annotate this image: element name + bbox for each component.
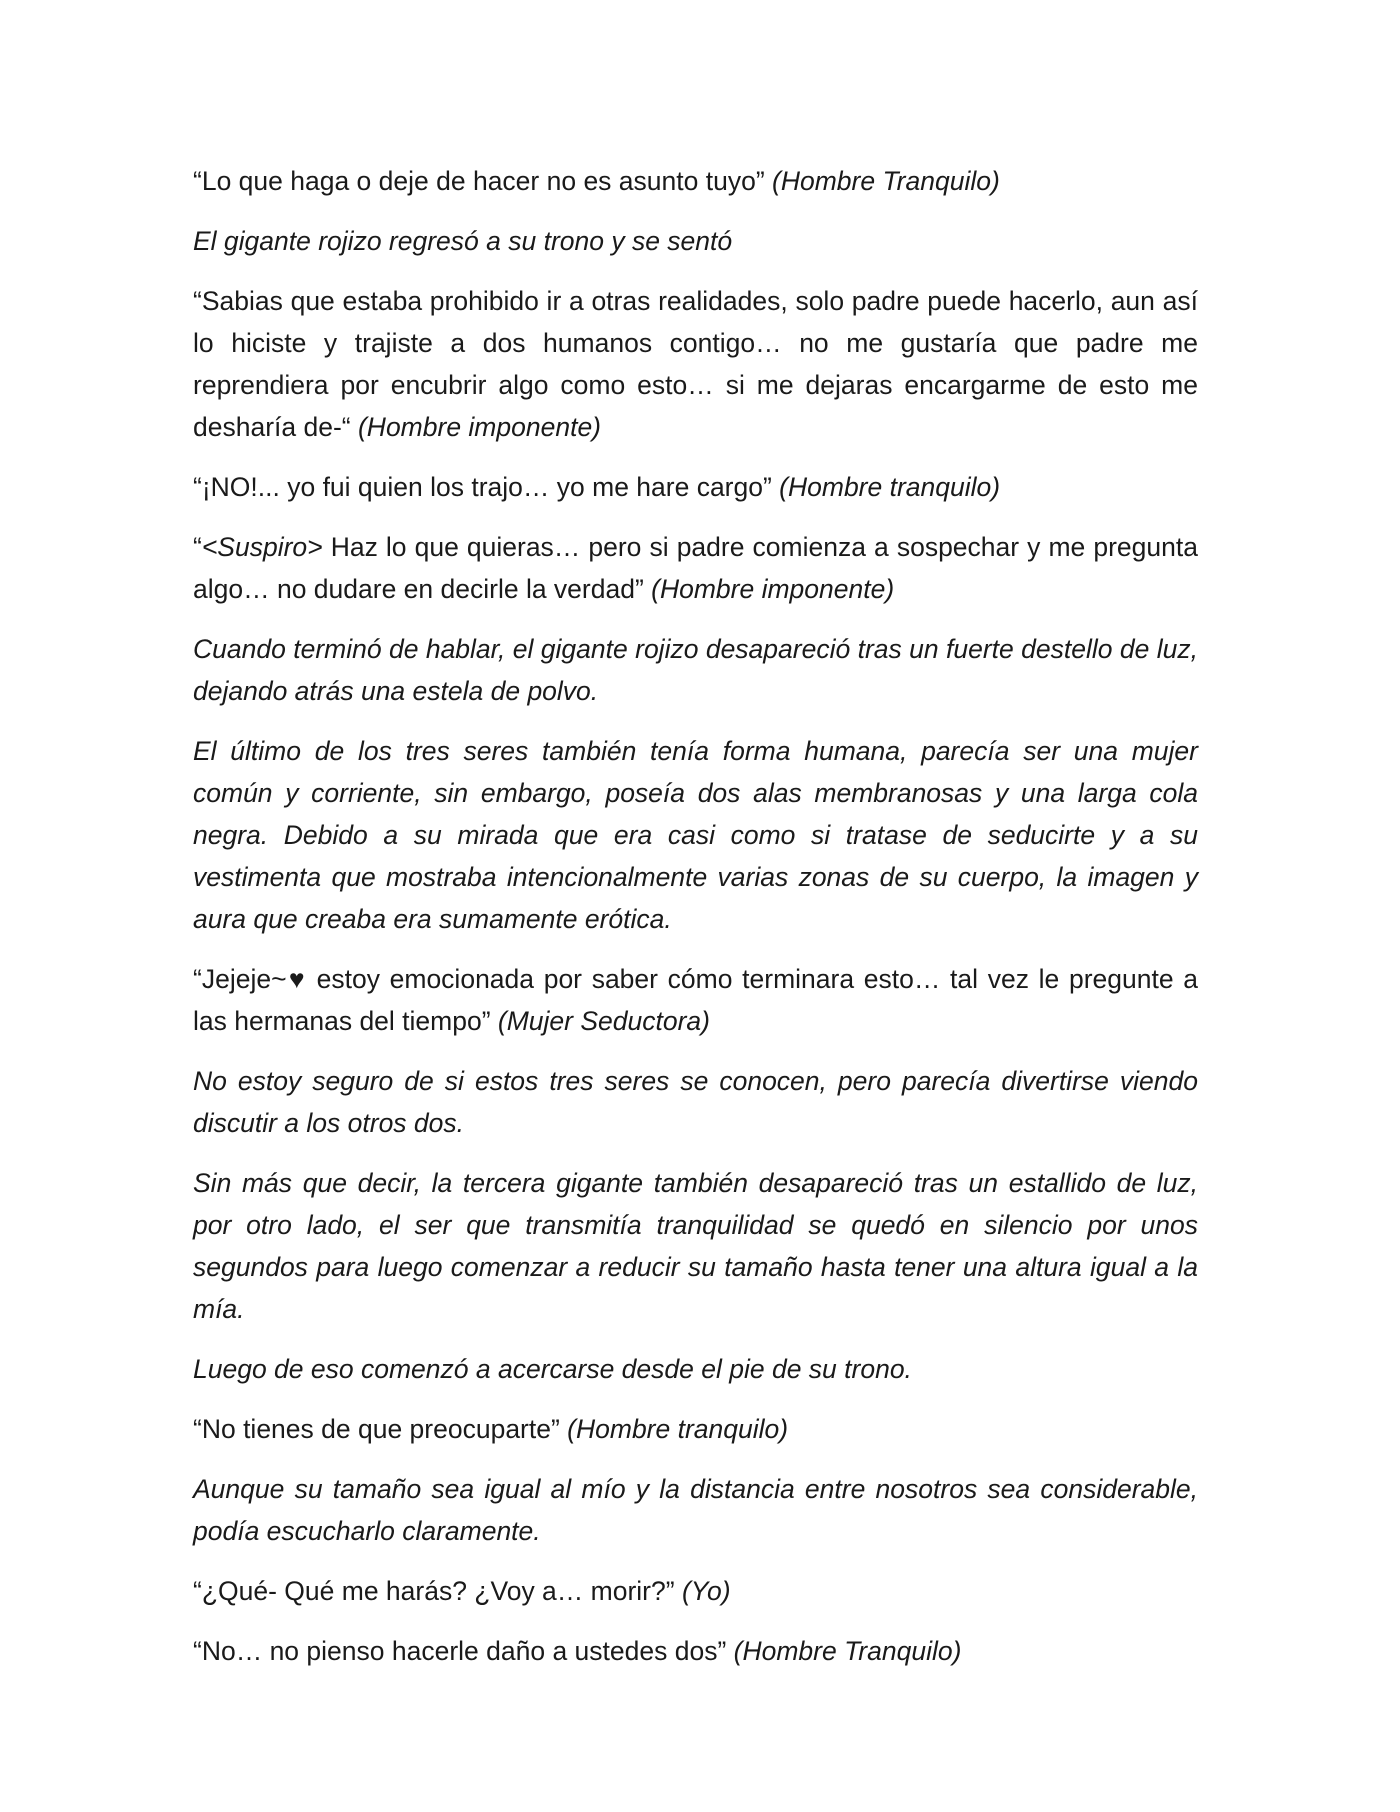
narration-text: El último de los tres seres también tenía forma humana, parecía ser una mujer común y corriente, sin embargo, poseía dos alas membranosas y una larga cola negra. Debido a su mirada que era casi como si tratase de seducirte y a su vestimenta que mostraba intencionalmente varias zonas de su cuerpo, la imagen y aura que creaba era sumamente erótica. xyxy=(193,736,1198,934)
document-page xyxy=(193,160,1198,1690)
narration-text: (Hombre imponente) xyxy=(651,574,895,604)
dialogue-text: “No… no pienso hacerle daño a ustedes dos” xyxy=(193,1636,734,1666)
paragraph xyxy=(193,526,1198,610)
document-body xyxy=(193,160,1198,1672)
narration-text: Aunque su tamaño sea igual al mío y la distancia entre nosotros sea considerable, podía escucharlo claramente. xyxy=(193,1474,1198,1546)
dialogue-text: Haz lo que quieras… pero si padre comienza a sospechar y me pregunta algo… no dudare en decirle la verdad” xyxy=(193,532,1198,604)
dialogue-text: “Lo que haga o deje de hacer no es asunto tuyo” xyxy=(193,166,773,196)
paragraph xyxy=(193,1570,1198,1612)
dialogue-text: “No tienes de que preocuparte” xyxy=(193,1414,568,1444)
narration-text: El gigante rojizo regresó a su trono y se sentó xyxy=(193,226,733,256)
narration-text: (Yo) xyxy=(681,1576,731,1606)
narration-text: (Hombre imponente) xyxy=(357,412,602,442)
narration-text: Cuando terminó de hablar, el gigante rojizo desapareció tras un fuerte destello de luz, dejando atrás una estela de polvo. xyxy=(193,634,1198,706)
paragraph xyxy=(193,1468,1198,1552)
dialogue-text: “¡NO!... yo fui quien los trajo… yo me hare cargo” xyxy=(193,472,780,502)
narration-text: Luego de eso comenzó a acercarse desde el pie de su trono. xyxy=(193,1354,912,1384)
paragraph xyxy=(193,1162,1198,1330)
paragraph xyxy=(193,220,1198,262)
narration-text: (Hombre Tranquilo) xyxy=(772,166,1000,196)
narration-text: (Mujer Seductora) xyxy=(497,1006,710,1036)
dialogue-text: “¿Qué- Qué me harás? ¿Voy a… morir?” xyxy=(193,1576,682,1606)
paragraph xyxy=(193,160,1198,202)
paragraph xyxy=(193,1060,1198,1144)
paragraph xyxy=(193,280,1198,448)
paragraph xyxy=(193,628,1198,712)
narration-text: No estoy seguro de si estos tres seres se conocen, pero parecía divertirse viendo discutir a los otros dos. xyxy=(193,1066,1198,1138)
paragraph xyxy=(193,1408,1198,1450)
dialogue-text: “Sabias que estaba prohibido ir a otras realidades, solo padre puede hacerlo, aun así lo hiciste y trajiste a dos humanos contigo… no me gustaría que padre me reprendiera por encubrir algo como esto… si me dejaras encargarme de esto me desharía de-“ xyxy=(193,286,1198,442)
dialogue-text: “ xyxy=(193,532,202,562)
narration-text: (Hombre tranquilo) xyxy=(779,472,1001,502)
paragraph xyxy=(193,1348,1198,1390)
narration-text: (Hombre tranquilo) xyxy=(567,1414,789,1444)
dialogue-text: “Jejeje~♥ estoy emocionada por saber cómo terminara esto… tal vez le pregunte a las hermanas del tiempo” xyxy=(193,964,1198,1036)
narration-text: Sin más que decir, la tercera gigante también desapareció tras un estallido de luz, por otro lado, el ser que transmitía tranquilidad se quedó en silencio por unos segundos para luego comenzar a reducir su tamaño hasta tener una altura igual a la mía. xyxy=(193,1168,1198,1324)
narration-text: <Suspiro> xyxy=(201,532,323,562)
paragraph xyxy=(193,958,1198,1042)
narration-text: (Hombre Tranquilo) xyxy=(733,1636,962,1666)
paragraph xyxy=(193,1630,1198,1672)
paragraph xyxy=(193,466,1198,508)
paragraph xyxy=(193,730,1198,940)
